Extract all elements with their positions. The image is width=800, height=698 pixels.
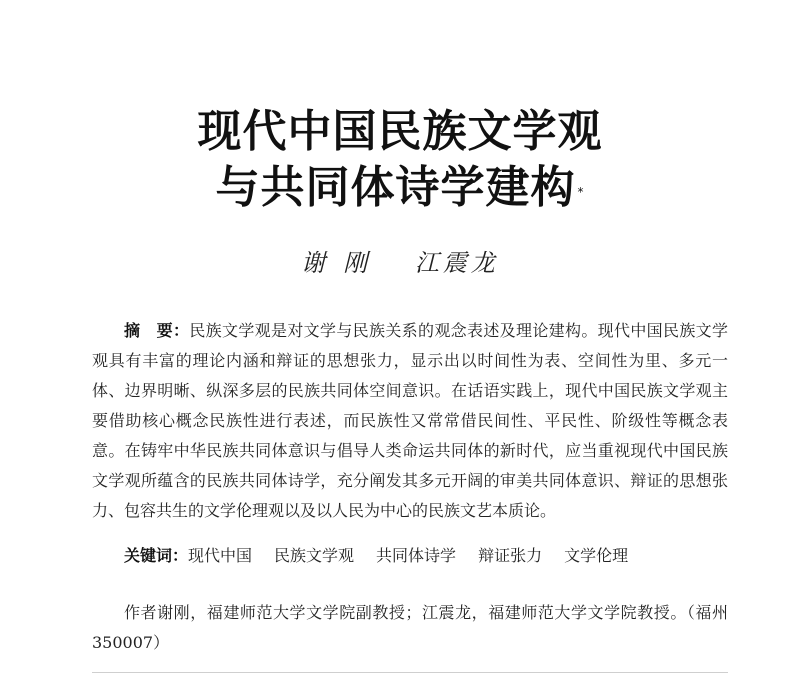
title-footnote-mark: * <box>577 185 585 199</box>
abstract-text: 民族文学观是对文学与民族关系的观念表述及理论建构。现代中国民族文学观具有丰富的理论内涵和辩证的思想张力，显示出以时间性为表、空间性为里、多元一体、边界明晰、纵深多层的民族共同体空间意识。在话语实践上，现代中国民族文学观主要借助核心概念民族性进行表述，而民族性又常常借民间性、平民性、阶级性等概念表意。在铸牢中华民族共同体意识与倡导人类命运共同体的新时代，应当重视现代中国民族文学观所蕴含的民族共同体诗学，充分阐发其多元开阔的审美共同体意识、辩证的思想张力、包容共生的文学伦理观以及以人民为中心的民族文艺本质论。 <box>92 321 728 520</box>
paper-title-line-2 <box>0 158 800 218</box>
keyword-item: 辩证张力 <box>478 546 543 565</box>
paper-title-line-1 <box>0 102 800 162</box>
keywords-line <box>124 541 650 571</box>
keywords-label: 关键词： <box>124 546 189 565</box>
footnote-divider <box>92 672 728 673</box>
author-name-1: 谢刚 <box>301 249 386 277</box>
title-line-2-text: 与共同体诗学建构 <box>215 162 576 213</box>
keyword-item: 现代中国 <box>188 546 253 565</box>
author-affiliation-text: 作者谢刚，福建师范大学文学院副教授；江震龙，福建师范大学文学院教授。（福州 350007） <box>92 603 745 652</box>
abstract-paragraph <box>92 316 728 526</box>
title-line-1-text: 现代中国民族文学观 <box>197 106 603 157</box>
keyword-item: 共同体诗学 <box>376 546 457 565</box>
author-affiliation <box>92 598 745 658</box>
abstract-label: 摘 要： <box>124 321 190 340</box>
keyword-item: 民族文学观 <box>274 546 355 565</box>
keyword-item: 文学伦理 <box>564 546 629 565</box>
author-name-2: 江震龙 <box>414 249 499 277</box>
author-names <box>0 246 800 280</box>
